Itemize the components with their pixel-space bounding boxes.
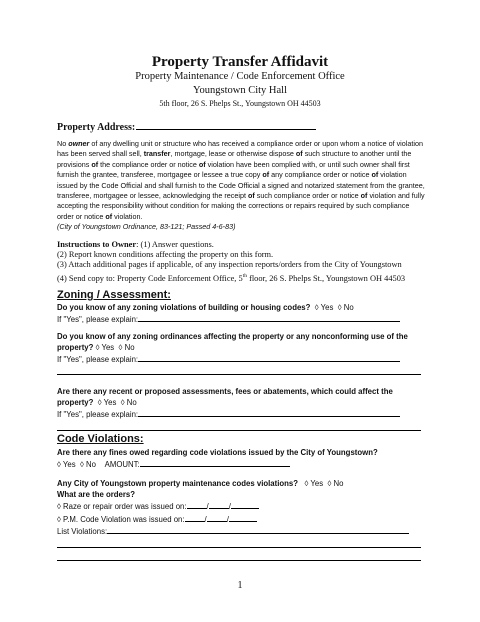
no-checkbox[interactable]: ◊ No	[120, 398, 137, 408]
raze-checkbox[interactable]: ◊	[57, 502, 64, 512]
explain-field[interactable]	[138, 313, 400, 322]
property-address-label: Property Address:	[57, 122, 136, 133]
yes-checkbox[interactable]: ◊ Yes	[95, 343, 115, 353]
answer-line[interactable]	[57, 374, 421, 375]
zoning-question-3: Are there any recent or proposed assessments, fees or abatements, which could affect the property? ◊ Yes ◊ No If "Yes", please explain:	[57, 386, 429, 421]
no-checkbox[interactable]: ◊ No	[337, 303, 354, 312]
no-checkbox[interactable]: ◊ No	[327, 479, 344, 488]
zoning-question-1: Do you know of any zoning violations of building or housing codes? ◊ Yes ◊ No If "Yes", please explain:	[57, 302, 429, 325]
no-checkbox[interactable]: ◊ No	[79, 460, 96, 470]
answer-line[interactable]	[57, 560, 421, 561]
yes-checkbox[interactable]: ◊ Yes	[57, 460, 76, 470]
office-name: Youngstown City Hall	[192, 85, 288, 96]
instructions-label: Instructions to Owner	[57, 240, 137, 249]
office-address: 5th floor, 26 S. Phelps St., Youngstown OH 44503	[159, 99, 321, 108]
amount-label: AMOUNT:	[104, 460, 140, 470]
property-address-row	[57, 120, 316, 133]
ordinance-citation: (City of Youngstown Ordinance, 83-121; Passed 4-6-83)	[57, 222, 236, 232]
answer-line[interactable]	[57, 430, 421, 431]
explain-field[interactable]	[138, 353, 400, 362]
yes-checkbox[interactable]: ◊ Yes	[97, 398, 117, 408]
violations-heading: Code Violations:	[57, 433, 144, 445]
property-address-field[interactable]	[136, 120, 316, 130]
explain-field[interactable]	[138, 408, 400, 417]
page-number: 1	[237, 580, 243, 591]
pm-checkbox[interactable]: ◊	[57, 514, 64, 524]
list-violations-field[interactable]	[107, 525, 409, 534]
answer-line[interactable]	[57, 547, 421, 548]
zoning-heading: Zoning / Assessment:	[57, 289, 171, 301]
no-checkbox[interactable]: ◊ No	[118, 343, 135, 353]
instructions: Instructions to Owner: (1) Answer questions. (2) Report known conditions affecting the property on this form. (3) Attach additional pages if applicable, of any inspection reports/orders from the City of Youngstown (4) Send copy to: Property Code Enforcement Office, 5th floor, 26 S. Phelps St., Youngstown OH 44503	[57, 240, 406, 283]
yes-checkbox[interactable]: ◊ Yes	[314, 303, 334, 312]
zoning-question-2: Do you know of any zoning ordinances affecting the property or any nonconforming use of the property? ◊ Yes ◊ No If "Yes", please explain:	[57, 332, 408, 365]
violations-question-2: Any City of Youngstown property maintenance codes violations? ◊ Yes ◊ No What are the orders? ◊ Raze or repair order was issued on: / / ◊ P.M. Code Violation was issued on: / / List Violations:	[57, 478, 429, 537]
violations-question-1: Are there any fines owed regarding code violations issued by the City of Youngstown? ◊ Yes ◊ No AMOUNT:	[57, 448, 378, 470]
yes-checkbox[interactable]: ◊ Yes	[304, 479, 324, 488]
department-name: Property Maintenance / Code Enforcement Office	[135, 71, 345, 82]
notice-paragraph: No owner of any dwelling unit or structure who has received a compliance order or upon whom a notice of violation has been served shall sell, transfer, mortgage, lease or otherwise dispose of such structure to another until the provisions of the compliance order or notice of violation have been complied with, or until such owner shall first furnish the grantee, transferee, mortgagee or lessee a true copy of any compliance order or notice of violation issued by the Code Official and shall furnish to the Code Official a signed and notarized statement from the grantee, transferee, mortgagee or lessee, acknowledging the receipt of such compliance order or notice of violation and fully accepting the responsibility without condition for making the corrections or repairs required by such compliance order or notice of violation. (City of Youngstown Ordinance, 83-121; Passed 4-6-83)	[57, 139, 425, 232]
amount-field[interactable]	[140, 458, 290, 467]
document-title: Property Transfer Affidavit	[151, 54, 329, 70]
